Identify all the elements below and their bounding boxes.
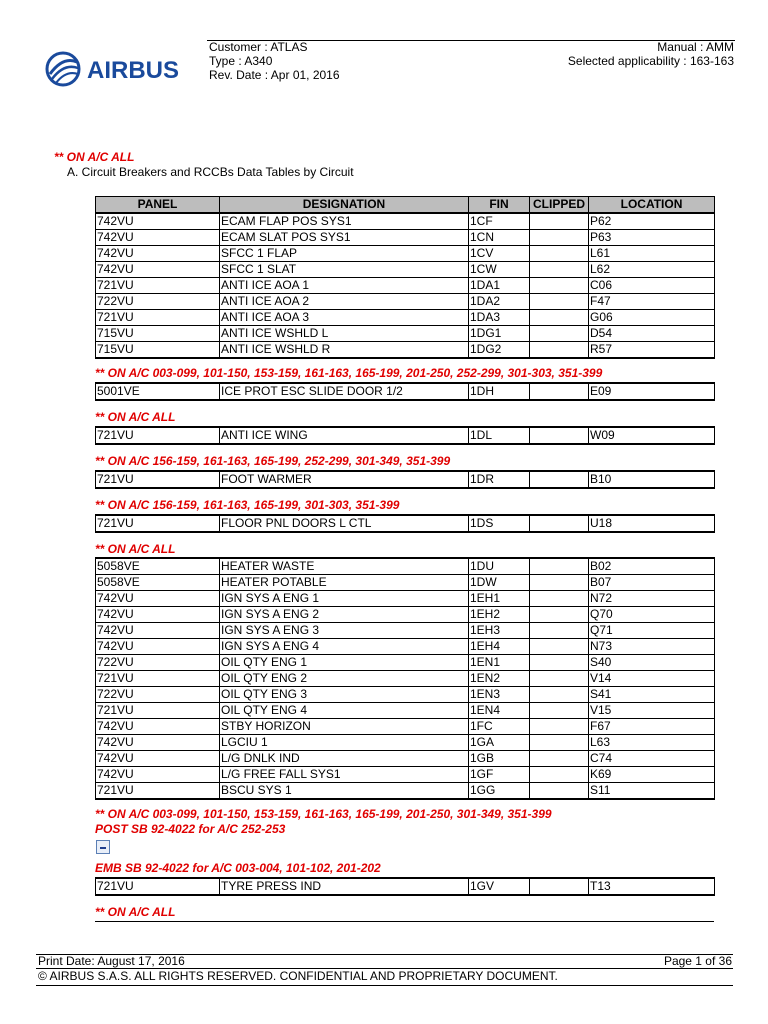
cb-table (95, 470, 715, 489)
cell-fin: 1GF (469, 767, 530, 783)
table-row (96, 558, 715, 575)
cell-panel: 742VU (96, 607, 220, 623)
cell-location: W09 (589, 427, 715, 444)
cell-clipped (530, 655, 589, 671)
header-customer: Customer : ATLAS (209, 40, 308, 54)
cell-designation: LGCIU 1 (220, 735, 469, 751)
header-manual: Manual : AMM (657, 40, 734, 54)
cell-fin: 1EH3 (469, 623, 530, 639)
cell-location: V15 (589, 703, 715, 719)
table-row (96, 878, 715, 895)
cell-clipped (530, 558, 589, 575)
cb-table (95, 877, 715, 896)
cell-location: L63 (589, 735, 715, 751)
logo-wordmark: AIRBUS (87, 57, 180, 84)
table-row (96, 515, 715, 532)
table-row (96, 246, 715, 262)
table-row (96, 294, 715, 310)
airbus-logo (44, 50, 200, 88)
cell-fin: 1EH2 (469, 607, 530, 623)
cell-panel: 721VU (96, 278, 220, 294)
table-row (96, 278, 715, 294)
cell-location: G06 (589, 310, 715, 326)
cell-clipped (530, 783, 589, 800)
cell-clipped (530, 383, 589, 400)
cell-panel: 742VU (96, 639, 220, 655)
col-clipped: CLIPPED (530, 197, 589, 214)
cell-designation: IGN SYS A ENG 4 (220, 639, 469, 655)
table-row (96, 310, 715, 326)
cell-designation: OIL QTY ENG 4 (220, 703, 469, 719)
cell-clipped (530, 719, 589, 735)
table-row (96, 735, 715, 751)
effectivity-4: ** ON A/C 156-159, 161-163, 165-199, 252-299, 301-349, 351-399 (95, 454, 451, 468)
cell-fin: 1DA1 (469, 278, 530, 294)
cell-designation: IGN SYS A ENG 1 (220, 591, 469, 607)
cell-panel: 715VU (96, 342, 220, 359)
cell-designation: STBY HORIZON (220, 719, 469, 735)
cell-location: N73 (589, 639, 715, 655)
cell-panel: 721VU (96, 471, 220, 488)
cell-fin: 1DA2 (469, 294, 530, 310)
table-row (96, 383, 715, 400)
table-row (96, 230, 715, 246)
effectivity-all: ** ON A/C ALL (54, 150, 135, 164)
cb-table (95, 196, 715, 359)
cell-fin: 1GA (469, 735, 530, 751)
cb-table (95, 426, 715, 445)
cell-fin: 1EH4 (469, 639, 530, 655)
cell-designation: ANTI ICE WSHLD L (220, 326, 469, 342)
cell-designation: ANTI ICE AOA 3 (220, 310, 469, 326)
effectivity-7: ** ON A/C 003-099, 101-150, 153-159, 161-163, 165-199, 201-250, 301-349, 351-399 (95, 807, 552, 821)
cell-panel: 742VU (96, 213, 220, 230)
table-row (96, 687, 715, 703)
cell-fin: 1FC (469, 719, 530, 735)
cell-panel: 742VU (96, 591, 220, 607)
cell-clipped (530, 515, 589, 532)
header-type: Type : A340 (209, 54, 273, 68)
cell-designation: L/G DNLK IND (220, 751, 469, 767)
table-row (96, 575, 715, 591)
cell-panel: 742VU (96, 262, 220, 278)
cell-fin: 1DA3 (469, 310, 530, 326)
col-location: LOCATION (589, 197, 715, 214)
cell-panel: 722VU (96, 294, 220, 310)
table-row (96, 703, 715, 719)
cell-fin: 1EN4 (469, 703, 530, 719)
cell-panel: 715VU (96, 326, 220, 342)
cell-clipped (530, 767, 589, 783)
table-row (96, 639, 715, 655)
cell-location: P62 (589, 213, 715, 230)
effectivity-post-sb: POST SB 92-4022 for A/C 252-253 (95, 822, 286, 836)
cell-clipped (530, 623, 589, 639)
cell-fin: 1EN2 (469, 671, 530, 687)
cell-clipped (530, 278, 589, 294)
footer-copyright: © AIRBUS S.A.S. ALL RIGHTS RESERVED. CONFIDENTIAL AND PROPRIETARY DOCUMENT. (38, 969, 558, 983)
minus-icon (100, 847, 106, 849)
cell-designation: ECAM FLAP POS SYS1 (220, 213, 469, 230)
cell-clipped (530, 246, 589, 262)
cell-designation: SFCC 1 SLAT (220, 262, 469, 278)
cell-fin: 1EN3 (469, 687, 530, 703)
cell-designation: OIL QTY ENG 3 (220, 687, 469, 703)
cell-designation: SFCC 1 FLAP (220, 246, 469, 262)
effectivity-3: ** ON A/C ALL (95, 410, 176, 424)
cell-location: B10 (589, 471, 715, 488)
cell-panel: 722VU (96, 655, 220, 671)
cell-clipped (530, 591, 589, 607)
cell-location: B02 (589, 558, 715, 575)
cell-clipped (530, 878, 589, 895)
col-panel: PANEL (96, 197, 220, 214)
table-row (96, 655, 715, 671)
cell-designation: FOOT WARMER (220, 471, 469, 488)
footer-rule (36, 985, 733, 986)
table-row (96, 671, 715, 687)
cell-designation: ANTI ICE WSHLD R (220, 342, 469, 359)
cell-clipped (530, 310, 589, 326)
cell-designation: ANTI ICE WING (220, 427, 469, 444)
cell-designation: ANTI ICE AOA 1 (220, 278, 469, 294)
cell-panel: 722VU (96, 687, 220, 703)
cell-location: D54 (589, 326, 715, 342)
cell-fin: 1GV (469, 878, 530, 895)
cell-clipped (530, 427, 589, 444)
table-row (96, 342, 715, 359)
cell-location: Q70 (589, 607, 715, 623)
table-row (96, 591, 715, 607)
cell-panel: 721VU (96, 878, 220, 895)
table-row (96, 751, 715, 767)
cell-fin: 1GG (469, 783, 530, 800)
table-row (96, 471, 715, 488)
cell-panel: 721VU (96, 310, 220, 326)
footer-print-date: Print Date: August 17, 2016 (38, 954, 185, 968)
cell-fin: 1DL (469, 427, 530, 444)
cell-designation: ICE PROT ESC SLIDE DOOR 1/2 (220, 383, 469, 400)
cell-location: S40 (589, 655, 715, 671)
cell-designation: TYRE PRESS IND (220, 878, 469, 895)
cell-clipped (530, 230, 589, 246)
table-row (96, 427, 715, 444)
end-rule (95, 921, 714, 922)
cell-clipped (530, 575, 589, 591)
table-row (96, 607, 715, 623)
col-fin: FIN (469, 197, 530, 214)
cell-panel: 742VU (96, 751, 220, 767)
cell-fin: 1DU (469, 558, 530, 575)
cell-clipped (530, 471, 589, 488)
cell-location: K69 (589, 767, 715, 783)
cb-table (95, 557, 715, 800)
cell-panel: 5058VE (96, 558, 220, 575)
table-header-row (96, 197, 715, 214)
cell-designation: L/G FREE FALL SYS1 (220, 767, 469, 783)
cell-designation: ANTI ICE AOA 2 (220, 294, 469, 310)
cell-designation: HEATER WASTE (220, 558, 469, 575)
cell-clipped (530, 639, 589, 655)
airbus-logo-icon (44, 50, 200, 88)
cell-fin: 1GB (469, 751, 530, 767)
header-applicability: Selected applicability : 163-163 (567, 54, 734, 68)
cell-fin: 1DG1 (469, 326, 530, 342)
effectivity-9: ** ON A/C ALL (95, 905, 176, 919)
cell-panel: 721VU (96, 427, 220, 444)
table-row (96, 326, 715, 342)
table-row (96, 213, 715, 230)
cell-fin: 1EN1 (469, 655, 530, 671)
cell-fin: 1DS (469, 515, 530, 532)
cell-fin: 1EH1 (469, 591, 530, 607)
cell-location: T13 (589, 878, 715, 895)
cell-panel: 742VU (96, 719, 220, 735)
cell-location: C06 (589, 278, 715, 294)
cell-panel: 742VU (96, 623, 220, 639)
cell-designation: IGN SYS A ENG 2 (220, 607, 469, 623)
effectivity-emb-sb: EMB SB 92-4022 for A/C 003-004, 101-102, 201-202 (95, 861, 381, 875)
section-title: A. Circuit Breakers and RCCBs Data Tables by Circuit (67, 165, 354, 179)
cell-location: S11 (589, 783, 715, 800)
effectivity-6: ** ON A/C ALL (95, 542, 176, 556)
cell-location: L61 (589, 246, 715, 262)
cell-clipped (530, 326, 589, 342)
table-row (96, 262, 715, 278)
cell-location: F47 (589, 294, 715, 310)
cell-fin: 1CV (469, 246, 530, 262)
cell-fin: 1CN (469, 230, 530, 246)
cell-fin: 1DG2 (469, 342, 530, 359)
effectivity-5: ** ON A/C 156-159, 161-163, 165-199, 301-303, 351-399 (95, 498, 400, 512)
cell-clipped (530, 671, 589, 687)
cell-designation: ECAM SLAT POS SYS1 (220, 230, 469, 246)
header-rev-date: Rev. Date : Apr 01, 2016 (209, 68, 340, 82)
footer-page-number: Page 1 of 36 (663, 954, 732, 968)
cell-designation: OIL QTY ENG 1 (220, 655, 469, 671)
cb-table (95, 514, 715, 533)
cell-designation: IGN SYS A ENG 3 (220, 623, 469, 639)
col-designation: DESIGNATION (220, 197, 469, 214)
cell-clipped (530, 342, 589, 359)
cell-fin: 1CW (469, 262, 530, 278)
cb-table (95, 382, 715, 401)
cell-location: N72 (589, 591, 715, 607)
cell-clipped (530, 735, 589, 751)
cell-location: C74 (589, 751, 715, 767)
cell-clipped (530, 687, 589, 703)
table-row (96, 623, 715, 639)
cell-location: E09 (589, 383, 715, 400)
cell-panel: 721VU (96, 515, 220, 532)
effectivity-2: ** ON A/C 003-099, 101-150, 153-159, 161-163, 165-199, 201-250, 252-299, 301-303, 351-399 (95, 366, 603, 380)
cell-location: L62 (589, 262, 715, 278)
cell-panel: 5001VE (96, 383, 220, 400)
cell-panel: 721VU (96, 703, 220, 719)
cell-fin: 1CF (469, 213, 530, 230)
cell-panel: 721VU (96, 783, 220, 800)
cell-location: S41 (589, 687, 715, 703)
table-row (96, 719, 715, 735)
cell-location: U18 (589, 515, 715, 532)
table-row (96, 783, 715, 800)
cell-location: Q71 (589, 623, 715, 639)
cell-designation: OIL QTY ENG 2 (220, 671, 469, 687)
cell-clipped (530, 607, 589, 623)
cell-location: P63 (589, 230, 715, 246)
cell-panel: 742VU (96, 230, 220, 246)
cell-panel: 742VU (96, 767, 220, 783)
collapse-toggle-button[interactable] (96, 840, 110, 854)
table-row (96, 767, 715, 783)
cell-location: R57 (589, 342, 715, 359)
cell-panel: 5058VE (96, 575, 220, 591)
cell-location: B07 (589, 575, 715, 591)
cell-location: F67 (589, 719, 715, 735)
cell-panel: 742VU (96, 735, 220, 751)
cell-designation: BSCU SYS 1 (220, 783, 469, 800)
cell-clipped (530, 213, 589, 230)
cell-fin: 1DW (469, 575, 530, 591)
cell-designation: HEATER POTABLE (220, 575, 469, 591)
cell-clipped (530, 262, 589, 278)
cell-clipped (530, 703, 589, 719)
cell-clipped (530, 751, 589, 767)
cell-fin: 1DR (469, 471, 530, 488)
cell-panel: 721VU (96, 671, 220, 687)
cell-fin: 1DH (469, 383, 530, 400)
cell-location: V14 (589, 671, 715, 687)
cell-panel: 742VU (96, 246, 220, 262)
cell-designation: FLOOR PNL DOORS L CTL (220, 515, 469, 532)
cell-clipped (530, 294, 589, 310)
